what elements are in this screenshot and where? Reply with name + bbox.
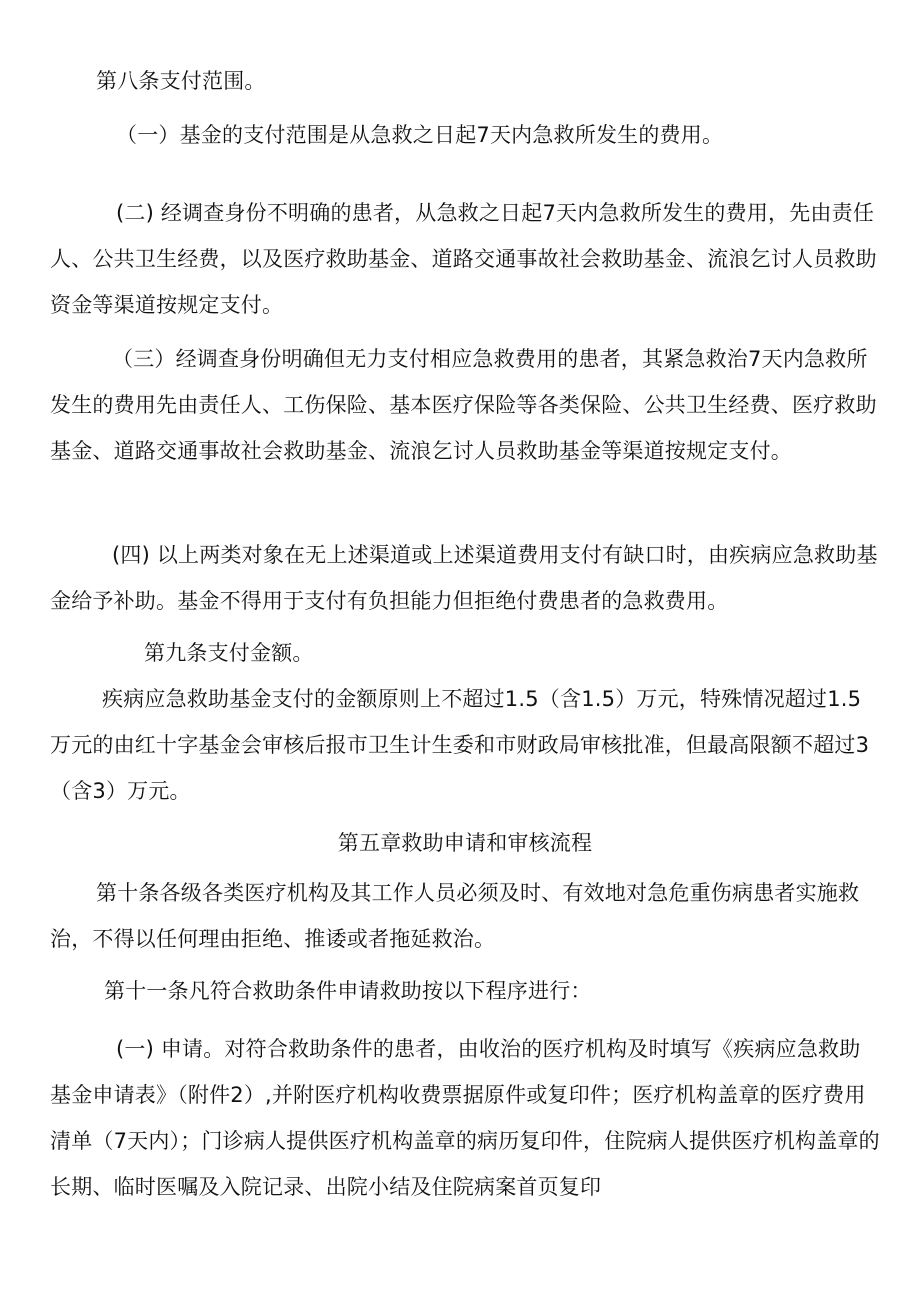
article-8-heading: 第八条支付范围。	[96, 69, 266, 93]
article-9-heading: 第九条支付金额。	[144, 641, 314, 665]
article-8-item-3: （三）经调查身份明确但无力支付相应急救费用的患者，其紧急救治7天内急救所发生的费用先由责任人、工伤保险、基本医疗保险等各类保险、公共卫生经费、医疗救助基金、道路交通事故社会救助基金、流浪乞讨人员救助基金等渠道按规定支付。	[50, 347, 877, 463]
article-8-item-4: (四) 以上两类对象在无上述渠道或上述渠道费用支付有缺口时，由疾病应急救助基金给予补助。基金不得用于支付有负担能力但拒绝付费患者的急救费用。	[50, 543, 878, 613]
article-10-body: 第十条各级各类医疗机构及其工作人员必须及时、有效地对急危重伤病患者实施救治，不得以任何理由拒绝、推诿或者拖延救治。	[50, 881, 860, 951]
article-11-heading: 第十一条凡符合救助条件申请救助按以下程序进行：	[104, 979, 592, 1003]
article-11-item-1: (一) 申请。对符合救助条件的患者，由收治的医疗机构及时填写《疾病应急救助基金申请表》（附件2）,并附医疗机构收费票据原件或复印件；医疗机构盖章的医疗费用清单（7天内）；门诊病人提供医疗机构盖章的病历复印件，住院病人提供医疗机构盖章的长期、临时医嘱及入院记录、出院小结及住院病案首页复印	[50, 1037, 880, 1199]
article-9-body: 疾病应急救助基金支付的金额原则上不超过1.5（含1.5）万元，特殊情况超过1.5万元的由红十字基金会审核后报市卫生计生委和市财政局审核批准，但最高限额不超过3（含3）万元。	[50, 687, 870, 803]
chapter-5-title: 第五章救助申请和审核流程	[337, 831, 593, 855]
article-8-item-2: (二) 经调查身份不明确的患者，从急救之日起7天内急救所发生的费用，先由责任人、公共卫生经费，以及医疗救助基金、道路交通事故社会救助基金、流浪乞讨人员救助资金等渠道按规定支付。	[50, 201, 877, 317]
article-8-item-1: （一）基金的支付范围是从急救之日起7天内急救所发生的费用。	[116, 123, 724, 147]
